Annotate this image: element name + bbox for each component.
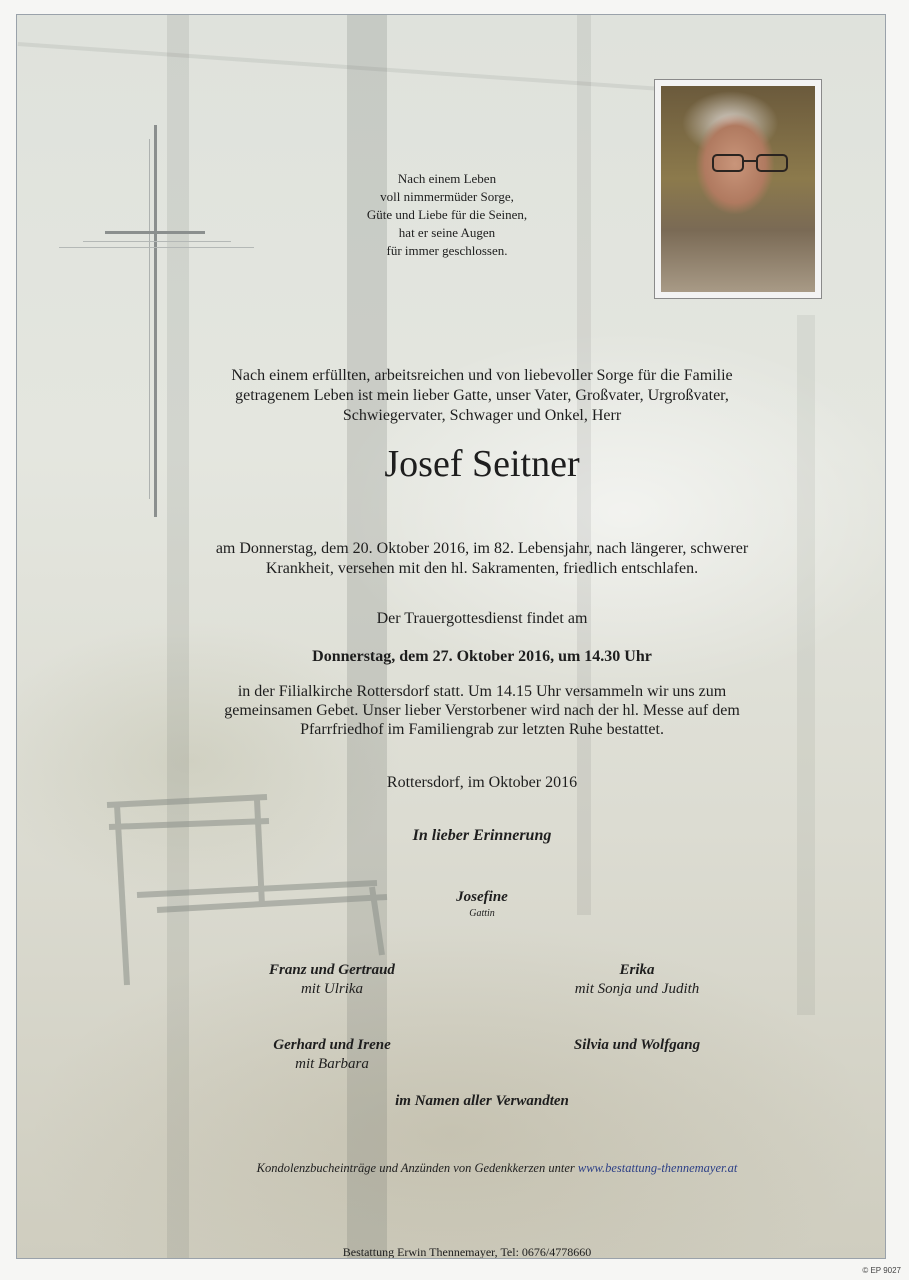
mourner-name: Silvia und Wolfgang — [573, 1037, 701, 1053]
print-code: © EP 9027 — [862, 1266, 901, 1275]
service-date: Donnerstag, dem 27. Oktober 2016, um 14.30 Uhr — [312, 648, 652, 665]
service-line: gemeinsamen Gebet. Unser lieber Verstorbener wird nach der hl. Messe auf dem — [224, 702, 740, 719]
mourner-sub: mit Barbara — [295, 1056, 369, 1072]
intro-line: Nach einem erfüllten, arbeitsreichen und von liebevoller Sorge für die Familie — [231, 367, 733, 384]
death-notice — [167, 539, 797, 579]
mourner-family — [217, 1036, 447, 1074]
all-relatives: im Namen aller Verwandten — [395, 1093, 569, 1109]
poem-line: hat er seine Augen — [398, 225, 496, 240]
mourner-name: Josefine — [456, 889, 508, 905]
mourner-name: Gerhard und Irene — [273, 1037, 391, 1053]
poem-line: für immer geschlossen. — [386, 243, 508, 258]
undertaker-info: Bestattung Erwin Thennemayer, Tel: 0676/4778660 — [342, 1245, 592, 1259]
portrait-photo — [661, 86, 815, 292]
service-details — [167, 682, 797, 739]
cross-beam — [105, 231, 205, 234]
poem-line: Nach einem Leben — [397, 171, 497, 186]
mourner-family — [217, 961, 447, 999]
service-line: Pfarrfriedhof im Familiengrab zur letzten Ruhe bestattet. — [300, 721, 664, 738]
mourner-family — [517, 961, 757, 999]
condolence-note — [147, 1159, 847, 1177]
intro-line: Schwiegervater, Schwager und Onkel, Herr — [342, 407, 622, 424]
mourner-relation: Gattin — [469, 908, 495, 919]
poem-line: Güte und Liebe für die Seinen, — [366, 207, 528, 222]
glasses-detail — [711, 152, 791, 174]
cross-icon — [154, 125, 157, 517]
condolence-text: Kondolenzbucheinträge und Anzünden von Gedenkkerzen unter — [256, 1161, 578, 1175]
obituary-sheet — [16, 14, 886, 1259]
mourner-name: Erika — [619, 962, 655, 978]
cross-line — [59, 247, 254, 248]
mourner-sub: mit Sonja und Judith — [574, 981, 700, 997]
cross-line — [83, 241, 231, 242]
poem — [317, 170, 577, 260]
cross-shadow-line — [149, 139, 150, 499]
mourner-spouse — [357, 888, 607, 920]
mourner-sub: mit Ulrika — [300, 981, 364, 997]
death-line: am Donnerstag, dem 20. Oktober 2016, im 82. Lebensjahr, nach längerer, schwerer — [215, 540, 749, 557]
service-line: in der Filialkirche Rottersdorf statt. Um 14.15 Uhr versammeln wir uns zum — [237, 683, 727, 700]
death-line: Krankheit, versehen mit den hl. Sakramenten, friedlich entschlafen. — [265, 560, 699, 577]
intro-text — [167, 366, 797, 426]
memory-heading: In lieber Erinnerung — [412, 827, 552, 844]
mourner-family — [517, 1036, 757, 1055]
mourner-name: Franz und Gertraud — [269, 962, 395, 978]
background-tree — [167, 15, 189, 1259]
deceased-name: Josef Seitner — [384, 443, 580, 485]
poem-line: voll nimmermüder Sorge, — [380, 189, 514, 204]
condolence-link[interactable]: www.bestattung-thennemayer.at — [577, 1161, 738, 1175]
place-date: Rottersdorf, im Oktober 2016 — [386, 774, 578, 791]
intro-line: getragenem Leben ist mein lieber Gatte, unser Vater, Großvater, Urgroßvater, — [235, 387, 729, 404]
portrait-frame — [654, 79, 822, 299]
background-tree — [797, 315, 815, 1015]
service-intro: Der Trauergottesdienst findet am — [376, 610, 588, 627]
